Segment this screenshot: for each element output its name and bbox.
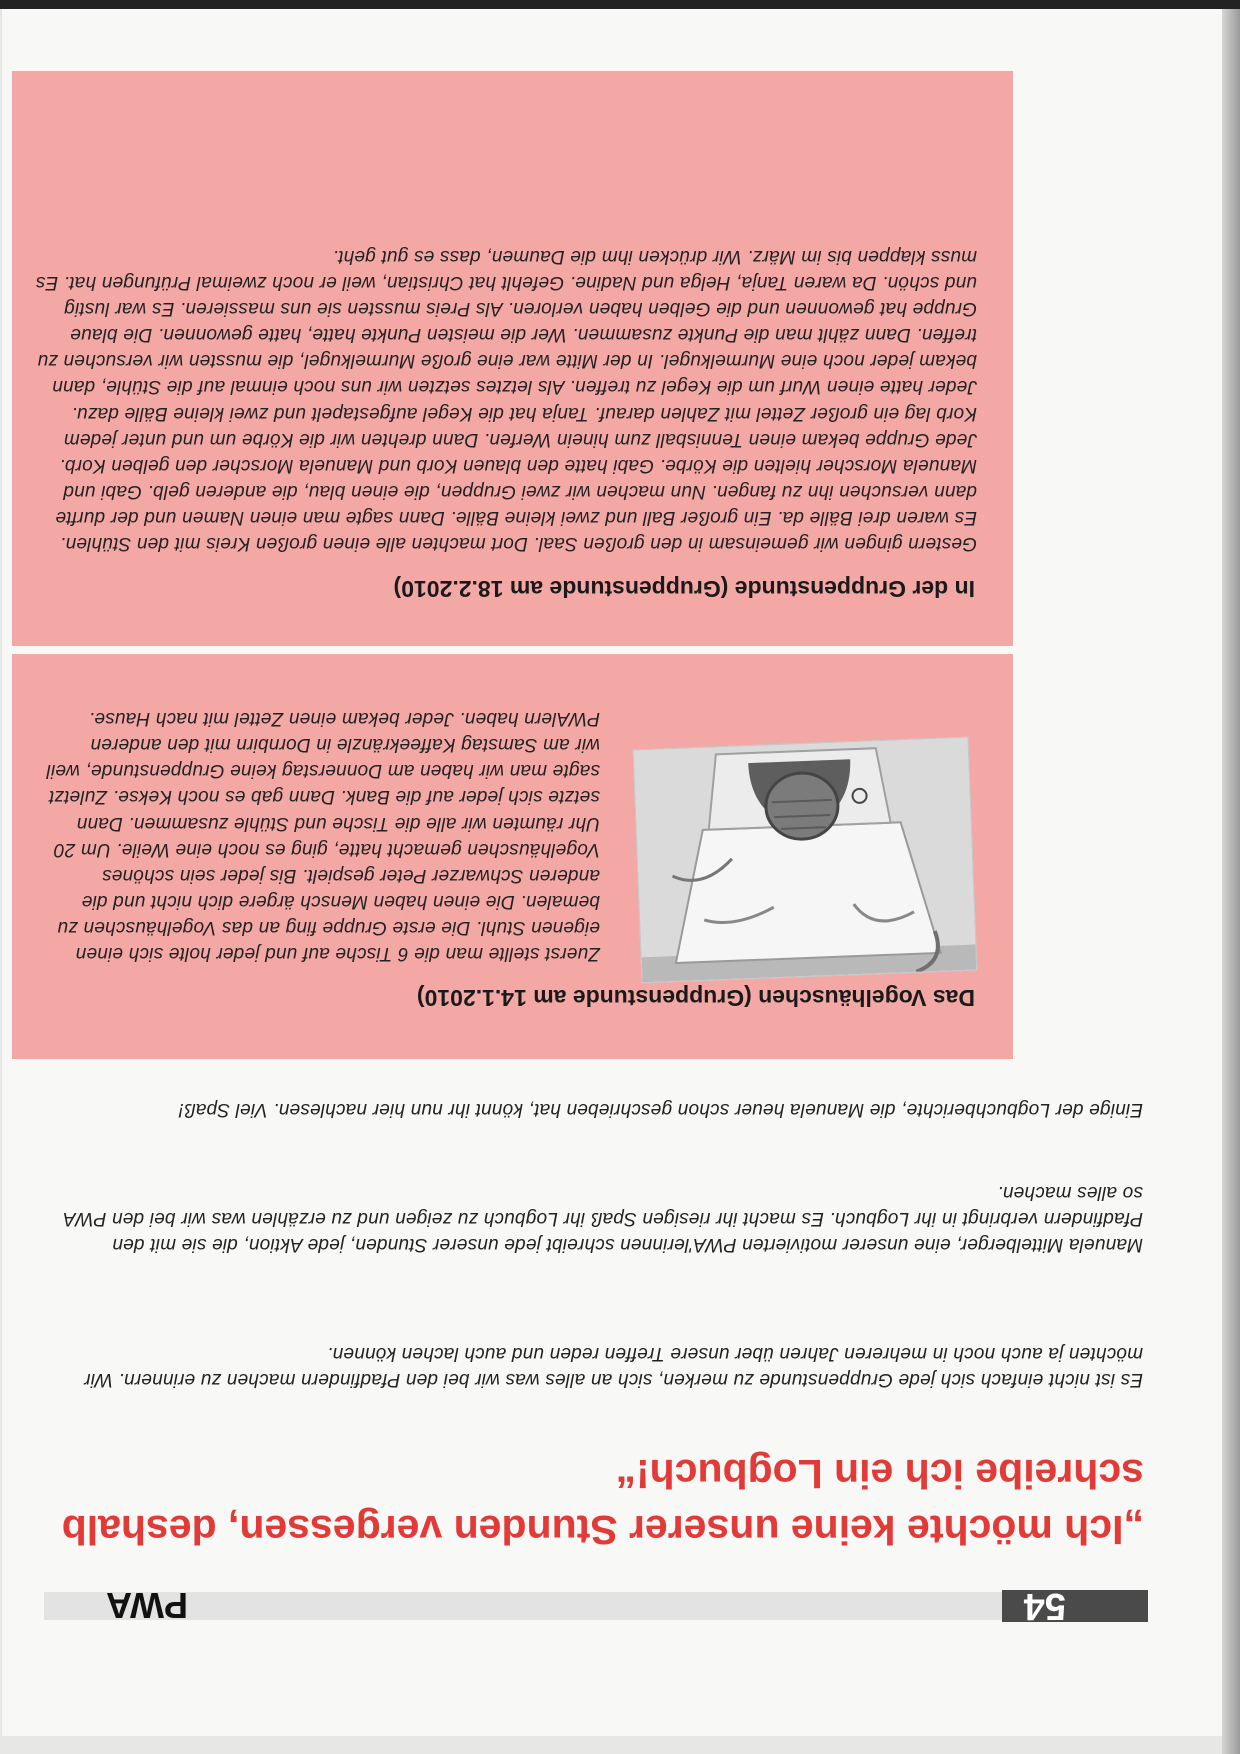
entry-title: In der Gruppenstunde (Gruppenstunde am 18.2.2010) (393, 576, 975, 602)
entry-text: Gestern gingen wir gemeinsam in den großen Saal. Dort machten alle einen großen Kreis mit den Stühlen. Es waren drei Bälle da. Ein großer Ball und zwei kleine Bälle. Dann sagte man einen Namen und der durfte dann versuchen ihn zu fangen. Nun machen wir zwei Gruppen, die einen blau, die anderen gelb. Gabi und Manuela Morscher hielten die Körbe. Gabi hatte den blauen Korb und Manuela Morscher den gelben Korb. Jede Gruppe bekam einen Tennisball zum hinein Werfen. Dann drehten wir die Körbe um und unter jedem Korb lag ein großer Zettel mit Zahlen darauf. Tanja hat die Kegel aufgestapelt und zwei kleine Bälle dazu. Jeder hatte einen Wurf um die Kegel zu treffen. Als letztes setzten wir uns noch einmal auf die Stühle, dann bekam jeder noch eine Murmelkugel. In der Mitte war eine große Murmelkugel, die mussten wir versuchen zu treffen. Dann zählt man die Punkte zusammen. Wer die meisten Punkte hatte, hatte gewonnen. Die blaue Gruppe hat gewonnen und die Gelben haben verloren. Als Preis mussten sie uns massieren. Es war lustig und schön. Da waren Tanja, Helga und Nadine. Gefehlt hat Christian, weil er noch zweimal Prüfungen hat. Es muss klappen bis im März. Wir drücken ihm die Daumen, dass es gut geht. (35, 245, 977, 554)
entry-text: Zuerst stellte man die 6 Tische auf und jeder holte sich einen eigenen Stuhl. Die erste Gruppe fing an das Vogelhäuschen zu bemalen. Die einen haben Mensch ärgere dich nicht und die anderen Schwarzer Peter gespielt. Bis jeder sein schönes Vogelhäuschen gemacht hatte, ging es noch eine Weile. Um 20 Uhr räumten wir alle die Tische und Stühle zusammen. Dann setzte sich jeder auf die Bank. Dann gab es noch Kekse. Zuletzt sagte man wir haben am Donnerstag keine Gruppenstunde, weil wir am Samstag Kaffeekränzle in Dornbirn mit den anderen PWAlern haben. Jeder bekam einen Zettel mit nach Hause. (46, 708, 600, 964)
intro-paragraph-1: Es ist nicht einfach sich jede Gruppenstunde zu merken, sich an alles was wir bei den Pfadfindern machen zu erinnern. Wir möchten ja auch noch in mehreren Jahren über unsere Treffen reden und auch lachen können. (83, 1343, 1143, 1390)
page-number: 54 (1023, 1585, 1066, 1627)
binding-shadow (1222, 0, 1240, 1754)
article-title: „Ich möchte keine unserer Stunden vergessen, deshalb schreibe ich ein Logbuch!“ (61, 1451, 1144, 1553)
section-label: PWA (105, 1585, 188, 1626)
logbook-entry-groupsession (12, 71, 1013, 646)
entry-title: Das Vogelhäuschen (Gruppenstunde am 14.1.2010) (416, 985, 975, 1011)
birdhouse-image (634, 738, 977, 983)
logbook-entry-birdhouse (12, 654, 1013, 1059)
intro-paragraph-2: Manuela Mittelberger, eine unserer motivierten PWA'lerinnen schreibt jede unserer Stunden, jede Aktion, die sie mit den Pfadfindern verbringt in ihr Logbuch. Es macht ihr riesigen Spaß ihr Logbuch zu zeigen und zu erzählen was wir bei den PWA so alles machen. (63, 1182, 1143, 1255)
header-bar (44, 1592, 1148, 1620)
intro-paragraph-3: Einige der Logbuchberichte, die Manuela heuer schon geschrieben hat, könnt ihr nun hier nachlesen. Viel Spaß! (178, 1099, 1143, 1120)
birdhouse-photo (633, 737, 978, 984)
scan-edge (0, 0, 1240, 9)
